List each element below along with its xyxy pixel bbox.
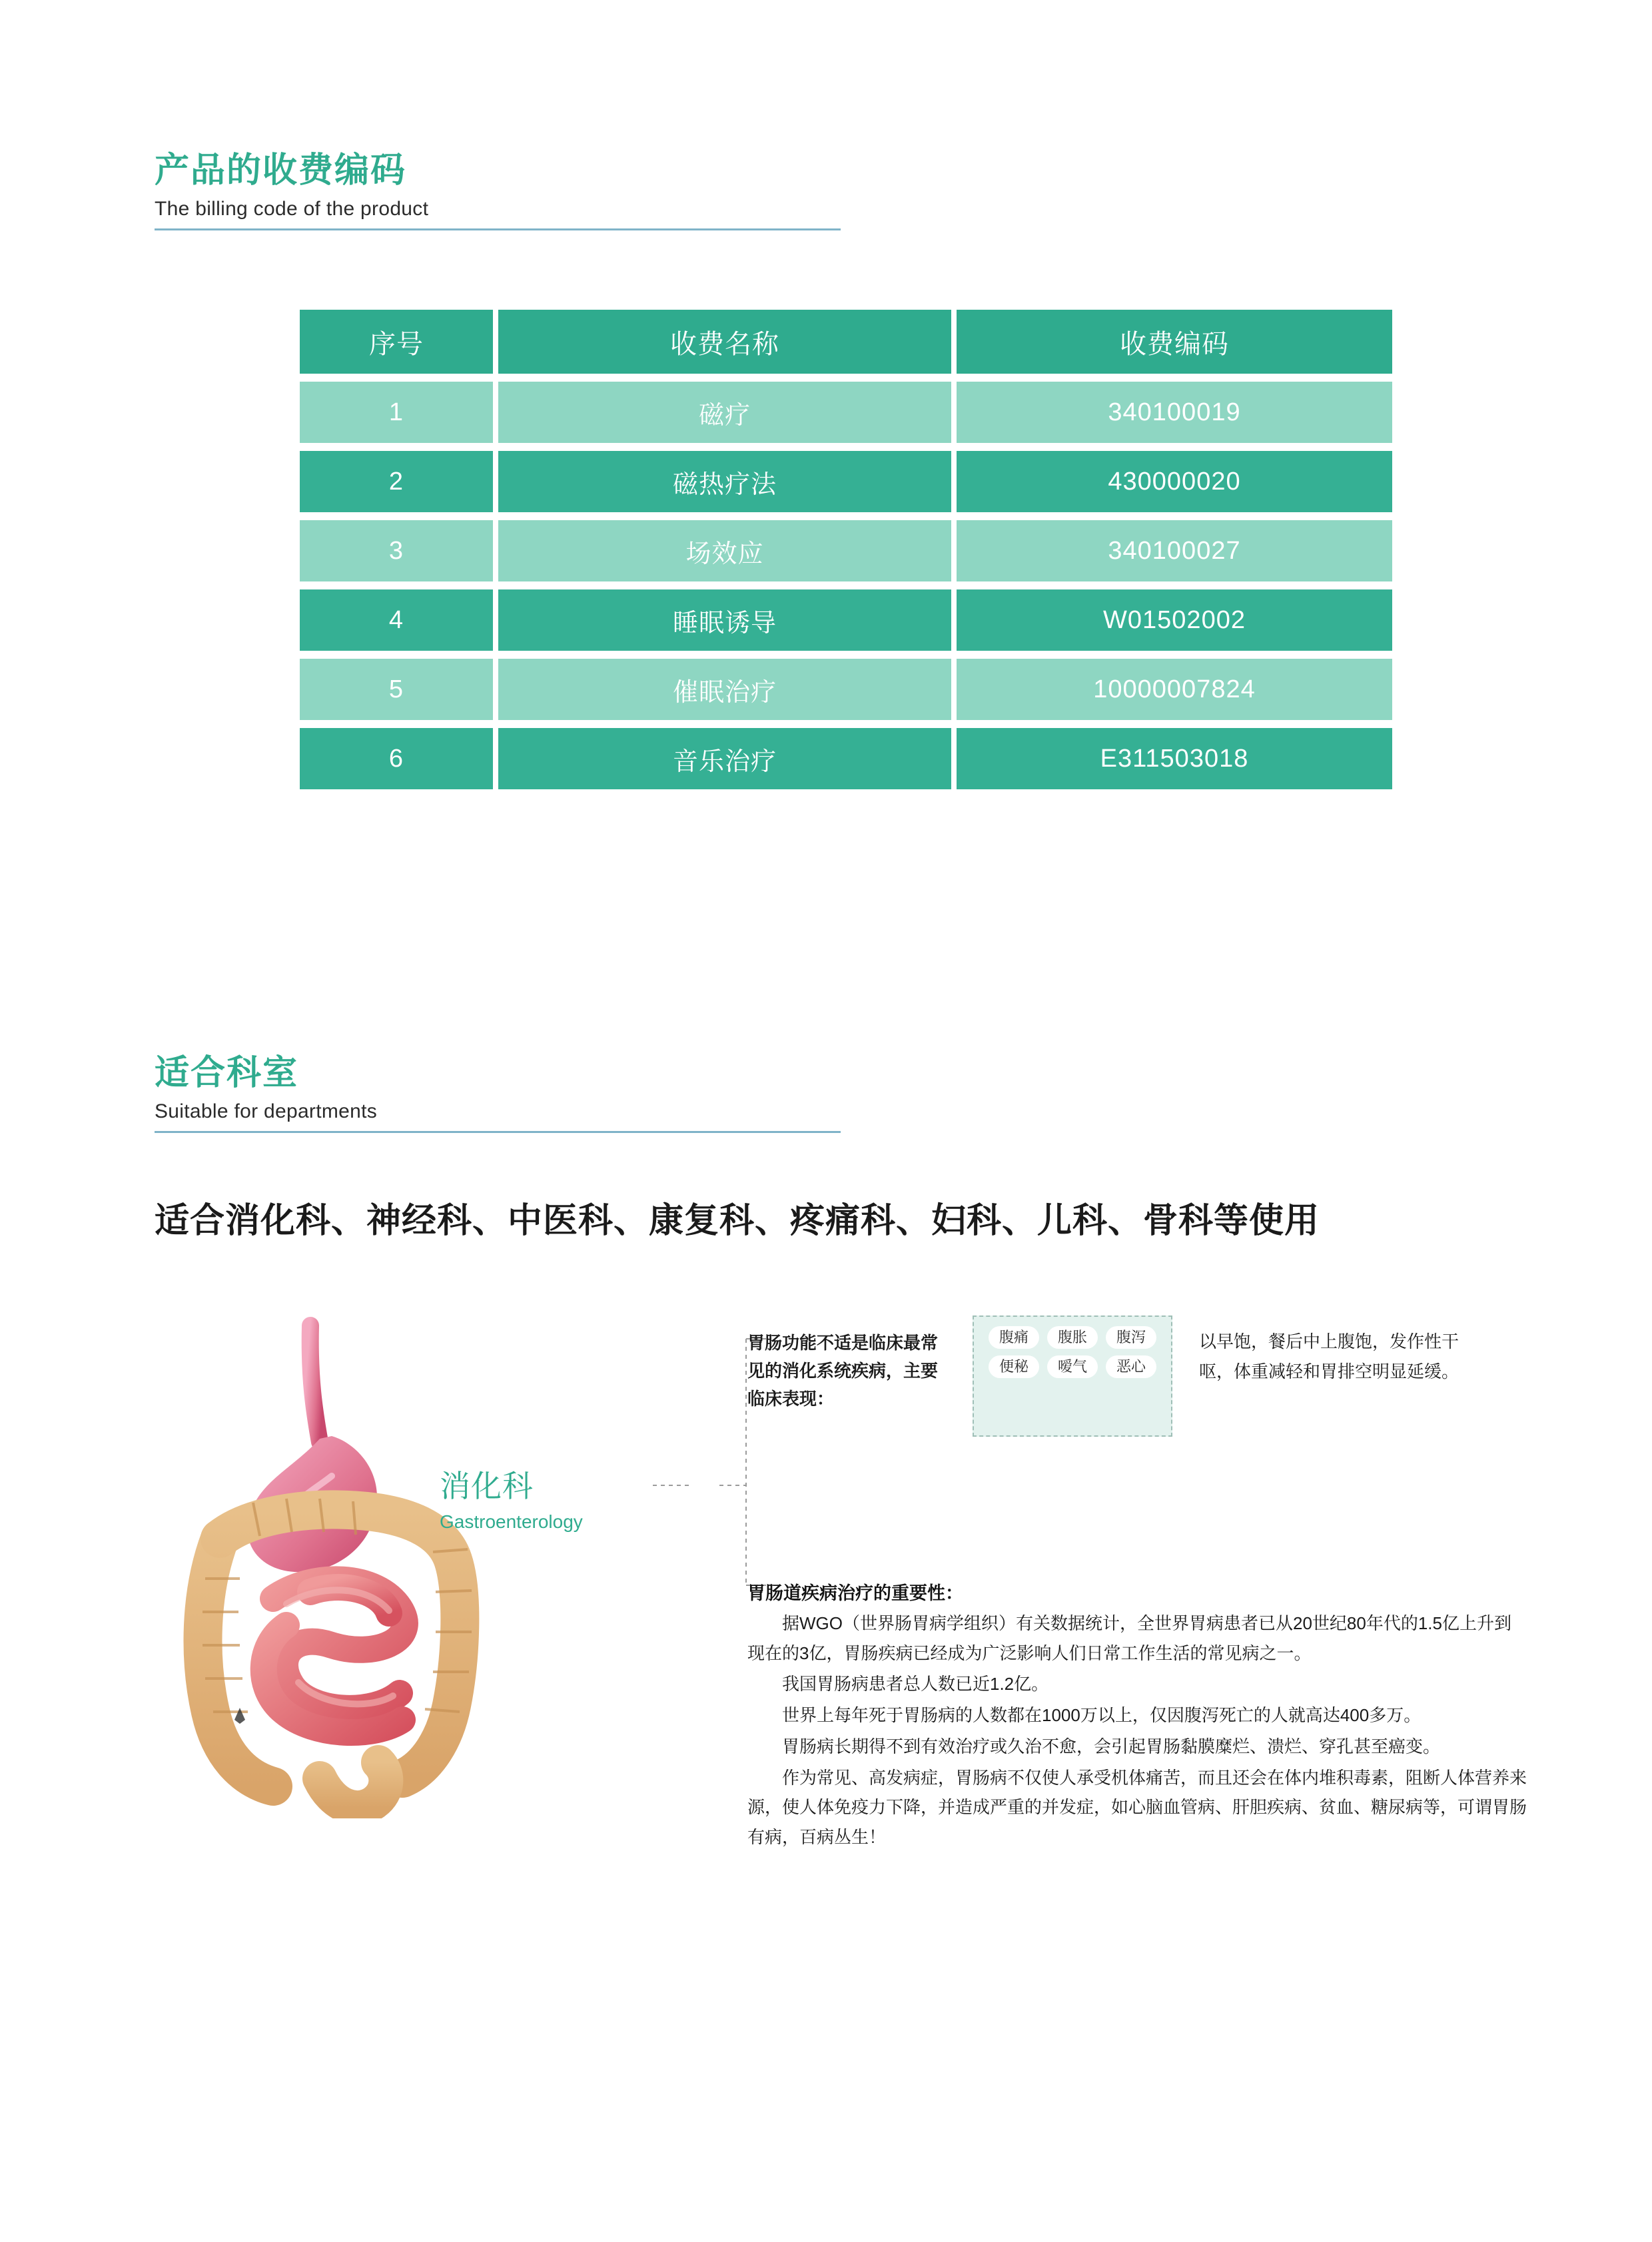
table-header-no: 序号 — [300, 310, 493, 374]
cell-code: W01502002 — [957, 589, 1392, 651]
table-header-name: 收费名称 — [498, 310, 951, 374]
billing-section-heading — [155, 150, 841, 230]
departments-title-en: Suitable for departments — [155, 1100, 378, 1123]
table-header-code: 收费编码 — [957, 310, 1392, 374]
table-row — [300, 728, 1392, 789]
symptom-description: 以早饱，餐后中上腹饱，发作性干呕，体重减轻和胃排空明显延缓。 — [1199, 1331, 1459, 1381]
importance-paragraph: 作为常见、高发病症，胃肠病不仅使人承受机体痛苦，而且还会在体内堆积毒素，阻断人体营养来源，使人体免疫力下降，并造成严重的并发症，如心脑血管病、肝胆疾病、贫血、糖尿病等，可谓胃肠有病，百病丛生！ — [747, 1767, 1527, 1848]
symptom-pill: 腹泻 — [1106, 1326, 1156, 1349]
symptom-pill-box — [973, 1315, 1172, 1437]
gastroenterology-label — [440, 1462, 583, 1533]
importance-block — [747, 1579, 1527, 1854]
importance-paragraph: 胃肠病长期得不到有效治疗或久治不愈，会引起胃肠黏膜糜烂、溃烂、穿孔甚至癌变。 — [782, 1736, 1441, 1756]
symptom-pill: 恶心 — [1106, 1355, 1156, 1378]
departments-title-cn: 适合科室 — [155, 1054, 299, 1092]
cell-code: 340100019 — [957, 382, 1392, 443]
billing-title-en: The billing code of the product — [155, 198, 429, 220]
billing-title-cn: 产品的收费编码 — [155, 151, 407, 190]
importance-paragraph: 我国胃肠病患者总人数已近1.2亿。 — [782, 1674, 1049, 1694]
cell-name: 催眠治疗 — [498, 659, 951, 720]
table-row — [300, 451, 1392, 512]
cell-code: 430000020 — [957, 451, 1392, 512]
cell-code: E311503018 — [957, 728, 1392, 789]
symptom-intro-text: 胃肠功能不适是临床最常见的消化系统疾病，主要临床表现： — [747, 1333, 939, 1409]
importance-paragraph: 据WGO（世界肠胃病学组织）有关数据统计，全世界胃病患者已从20世纪80年代的1.5亿上升到现在的3亿，胃肠疾病已经成为广泛影响人们日常工作生活的常见病之一。 — [747, 1613, 1511, 1663]
gastro-label-cn: 消化科 — [440, 1469, 534, 1503]
cell-no: 4 — [300, 589, 493, 651]
digestive-system-illustration — [120, 1312, 693, 1818]
departments-title-rule — [155, 1131, 841, 1133]
departments-statement: 适合消化科、神经科、中医科、康复科、疼痛科、妇科、儿科、骨科等使用 — [155, 1202, 1320, 1240]
cell-name: 音乐治疗 — [498, 728, 951, 789]
billing-code-table — [300, 310, 1392, 797]
cell-code: 340100027 — [957, 520, 1392, 581]
cell-no: 5 — [300, 659, 493, 720]
cell-no: 6 — [300, 728, 493, 789]
cell-no: 3 — [300, 520, 493, 581]
table-row — [300, 382, 1392, 443]
importance-paragraph: 世界上每年死于胃肠病的人数都在1000万以上，仅因腹泻死亡的人就高达400多万。 — [782, 1705, 1422, 1726]
symptom-pill: 便秘 — [989, 1355, 1039, 1378]
table-row — [300, 659, 1392, 720]
cell-name: 磁疗 — [498, 382, 951, 443]
table-row — [300, 520, 1392, 581]
symptom-pill: 腹胀 — [1047, 1326, 1098, 1349]
cell-code: 10000007824 — [957, 659, 1392, 720]
departments-section-heading — [155, 1052, 841, 1133]
cell-no: 2 — [300, 451, 493, 512]
gastro-label-en: Gastroenterology — [440, 1511, 583, 1532]
table-row — [300, 589, 1392, 651]
cell-name: 磁热疗法 — [498, 451, 951, 512]
symptom-pill: 嗳气 — [1047, 1355, 1098, 1378]
cell-no: 1 — [300, 382, 493, 443]
symptom-pill: 腹痛 — [989, 1326, 1039, 1349]
cell-name: 睡眠诱导 — [498, 589, 951, 651]
billing-title-rule — [155, 228, 841, 230]
table-header-row — [300, 310, 1392, 374]
importance-title: 胃肠道疾病治疗的重要性： — [747, 1583, 963, 1603]
cell-name: 场效应 — [498, 520, 951, 581]
